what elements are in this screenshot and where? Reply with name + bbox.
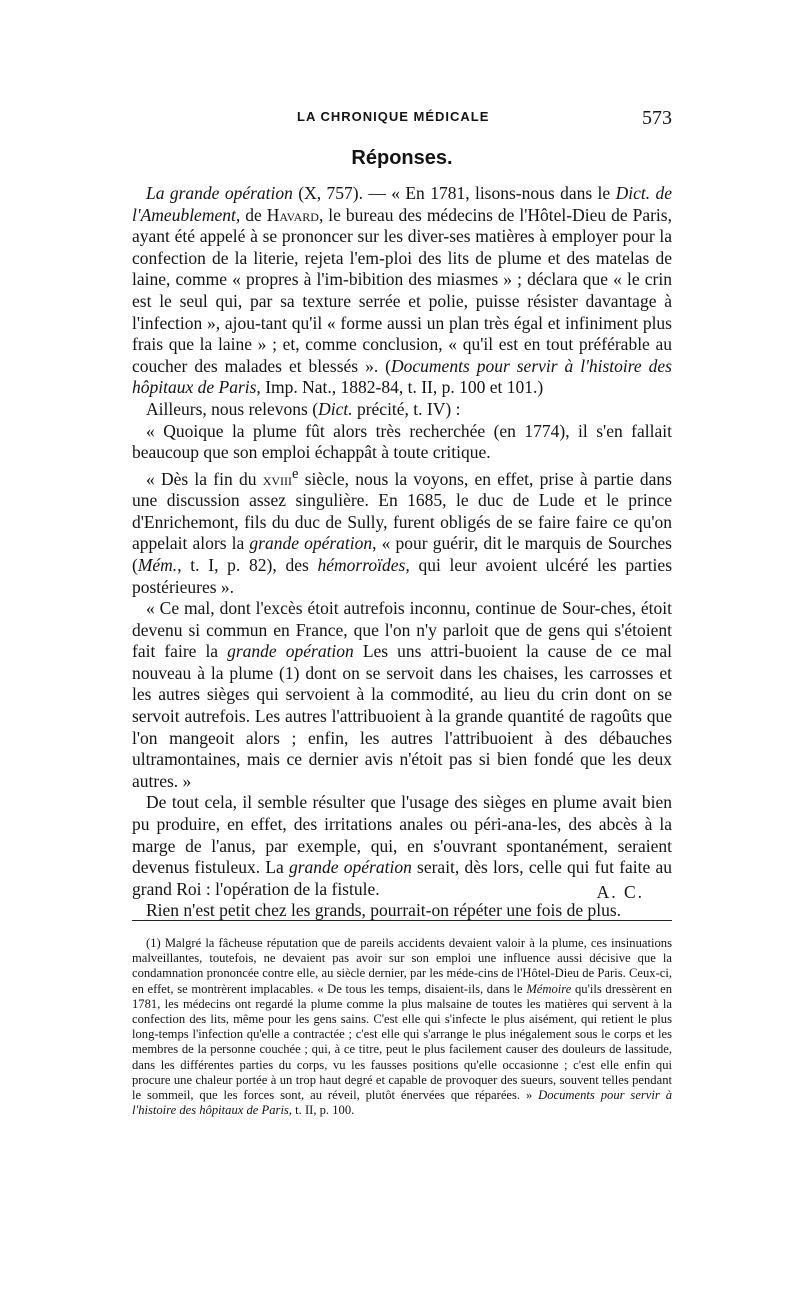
page-number: 573 <box>642 107 672 129</box>
source-title: Dict. de l'Ameublement, <box>132 183 672 225</box>
citation-title: Dict. <box>318 398 353 419</box>
paragraph-7: Rien n'est petit chez les grands, pourrait-on répéter une fois de plus. <box>146 900 622 921</box>
citation-title: Mém. <box>137 554 178 575</box>
signature: A. C. <box>596 882 644 902</box>
text-run: Ailleurs, nous relevons ( <box>146 398 319 419</box>
text-run: (1) Malgré la fâcheuse réputation que de pareils accidents devaient valoir à la plume, ces insinuations malveillantes, toutefois, ne devaient pas avoir sur son emploi une influence aussi décisive que la condamnation prononcée contre elle, au siècle dernier, par les méde-cins de l'Hôtel-Dieu de Paris. Ceux-ci, en effet, se montrèrent implacables. « De tous les temps, disaient-ils, dans le <box>132 936 672 996</box>
section-title: Réponses. <box>351 147 453 169</box>
running-title: LA CHRONIQUE MÉDICALE <box>297 109 490 124</box>
text-run: De tout cela, il semble résulter que l'usage des sièges en plume avait bien pu produire, en effet, des irritations anales ou péri-ana-les, des abcès à la marge de l'anus, par exemple, qui, en s'ouvrant spontanément, seraient devenus fistuleux. La <box>132 792 672 878</box>
text-run: qu'ils dressèrent en 1781, les médecins ont regardé la plume comme la plus malsaine de toutes les matières qui servent à la confection des lits, même pour les gens sains. C'est elle qui s'infecte le plus aisément, qui retient le plus long-temps l'infection qu'elle a contractée ; c'est elle qui s'arrange le plus inégalement sous le corps et les membres de la personne couchée ; qui, à ce titre, peut le plus facilement causer des douleurs de lassitude, dans les différentes parties du corps, vu les fausses positions qu'elle occasionne ; c'est elle enfin qui procure une chaleur portée à un trop haut degré et capable de provoquer des sueurs, souvent telles pendant le sommeil, que les forces sont, au réveil, plutôt énervées que réparées. » <box>132 981 672 1103</box>
text-run: qui leur avoient ulcéré les parties postérieures ». <box>132 554 672 597</box>
century-numeral: xviii <box>262 468 293 489</box>
superscript: e <box>292 465 299 482</box>
paragraph-3: « Quoique la plume fût alors très recherchée (en 1774), il s'en fallait beaucoup que son emploi échappât à toute critique. <box>132 420 672 463</box>
italic-term: hémorroïdes, <box>317 554 410 575</box>
text-run: précité, t. IV) : <box>352 398 461 419</box>
article-reference: (X, 757). — « En 1781, lisons-nous dans le <box>298 183 611 203</box>
citation-title: Documents pour servir à l'histoire des hôpitaux de Paris, <box>132 1088 672 1118</box>
text-run: , « pour guérir, dit le marquis de Sourches ( <box>132 533 672 575</box>
citation-title: Documents pour servir à l'histoire des hôpitaux de Paris, <box>132 355 672 398</box>
italic-term: grande opération <box>249 533 373 554</box>
text-run: , le bureau des médecins de l'Hôtel-Dieu de Paris, ayant été appelé à se prononcer sur les diver-ses matières à employer pour la confection de la literie, rejeta l'em-ploi des lits de plume et des matelas de laine, comme « propres à l'im-bibition des miasmes » ; déclara que « le crin est le seul qui, par sa texture serrée et polie, puisse résister davantage à l'infection », ajou-tant qu'il « forme aussi un plan très égal et infiniment plus frais que la laine » ; et, comme conclusion, « qu'il est en tout préférable au coucher des malades et blessés ». ( <box>132 204 672 376</box>
text-run: siècle, nous la voyons, en effet, prise à partie dans une discussion assez singulière. En 1685, le duc de Lude et le prince d'Enrichemont, fils du duc de Sully, furent obligés de se faire faire ce qu'on appelait alors la <box>132 468 672 554</box>
text-run: Les uns attri-buoient la cause de ce mal nouveau à la plume (1) dont on se servoit dans les chaises, les carrosses et les autres sièges qui servoient à la commodité, au lieu du crin dont on se servoit autrefois. Les autres l'attribuoient à la grande quantité de ragoûts que l'on mangeoit alors ; enfin, les autres l'attribuoient à des débauches ultramontaines, mais ce dernier avis n'étoit pas si bien fondé que les deux autres. » <box>132 641 672 791</box>
italic-term: grande opération <box>227 641 354 662</box>
footnote <box>132 936 672 1118</box>
italic-term: grande opération <box>289 857 412 878</box>
text-run: t. II, p. 100. <box>292 1103 355 1118</box>
paragraph-4 <box>132 464 672 598</box>
text-run: , t. I, p. 82), des <box>177 554 318 575</box>
text-run: « Ce mal, dont l'excès étoit autrefois inconnu, continue de Sour-ches, étoit devenu si commun en France, que l'on n'y parloit que de gens qui s'étoient fait faire la <box>132 598 672 662</box>
footnote-text <box>132 936 672 1118</box>
article-body <box>132 183 672 922</box>
author-name: Havard <box>266 204 319 225</box>
footnote-divider <box>132 920 672 921</box>
paragraph-1 <box>132 183 672 399</box>
text-run: « Dès la fin du <box>146 468 263 489</box>
text-run: serait, dès lors, celle qui fut faite au grand Roi : l'opération de la fistule. <box>132 857 673 899</box>
paragraph-5 <box>132 598 672 792</box>
text-run: de <box>240 204 267 225</box>
running-head <box>132 107 672 131</box>
text-run: Imp. Nat., 1882-84, t. II, p. 100 et 101.) <box>260 377 544 398</box>
article-title: La grande opération <box>146 183 293 203</box>
italic-term: Mémoire <box>526 981 572 996</box>
paragraph-2 <box>132 399 672 421</box>
